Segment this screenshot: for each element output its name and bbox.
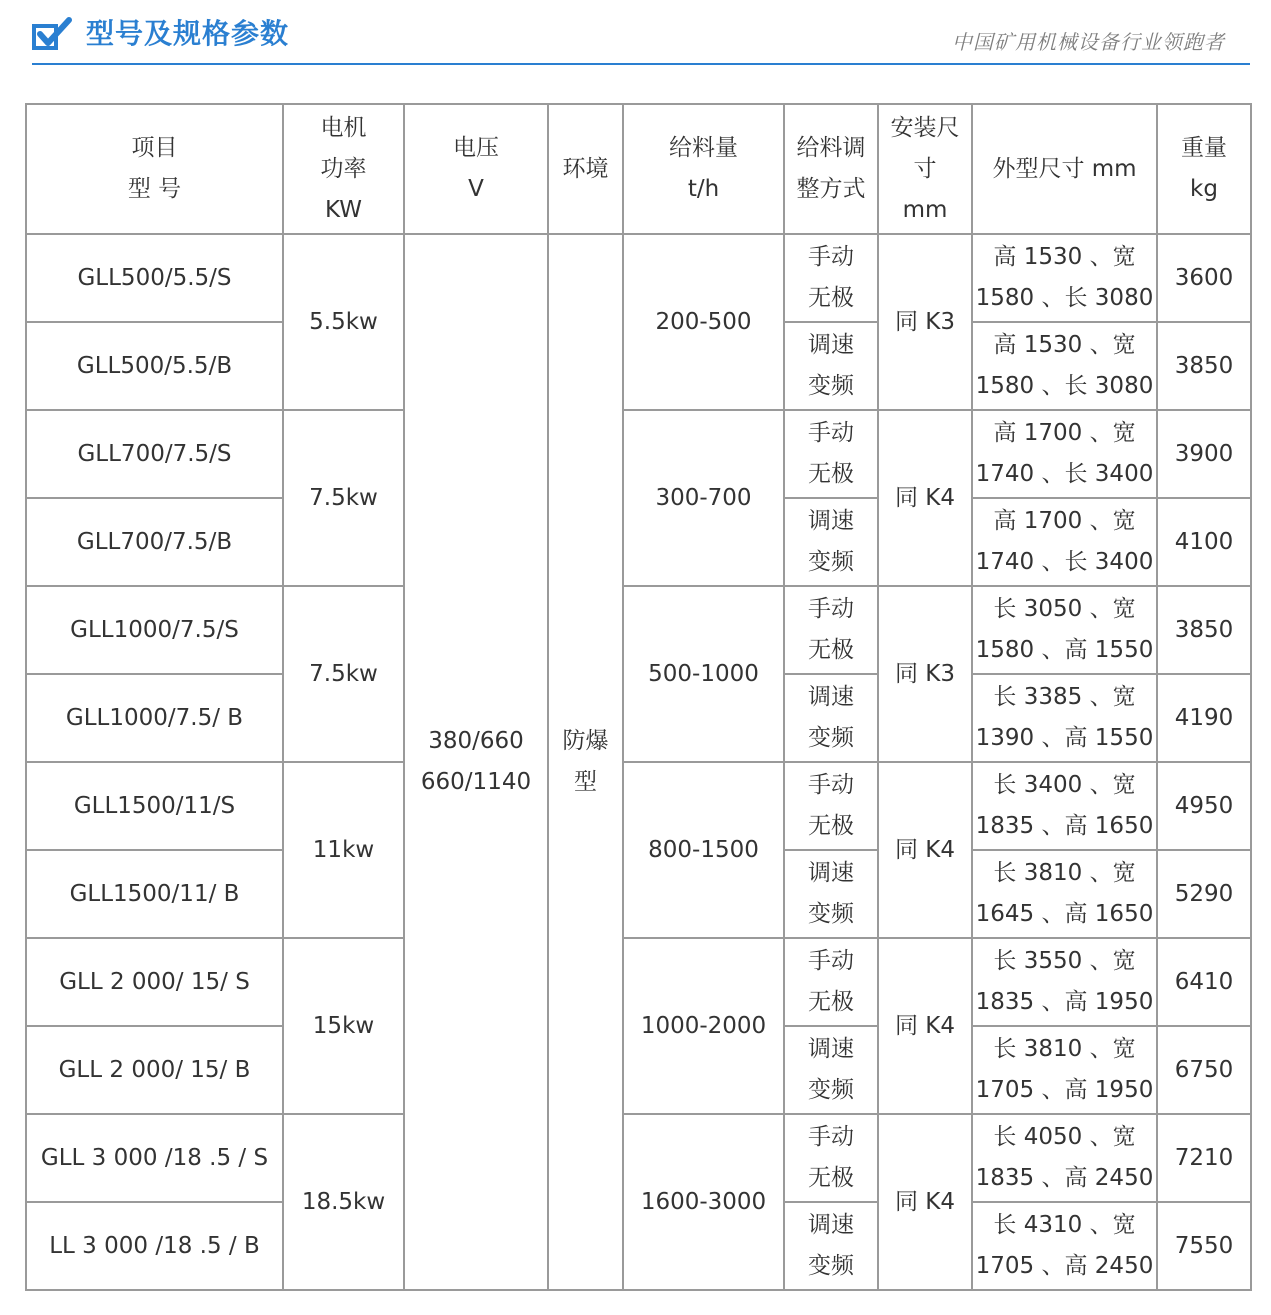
- power-cell: 7.5kw: [283, 586, 404, 762]
- outline-size-cell: 长 3385 、宽 1390 、高 1550: [972, 674, 1157, 762]
- table-row: [26, 1114, 1251, 1202]
- header-voltage: 电压 V: [404, 104, 548, 234]
- table-header-row: [26, 104, 1251, 234]
- adjust-mode-cell: 手动 无极: [784, 586, 878, 674]
- adjust-mode-cell: 调速 变频: [784, 1026, 878, 1114]
- adjust-mode-cell: 调速 变频: [784, 1202, 878, 1290]
- adjust-mode-cell: 手动 无极: [784, 234, 878, 322]
- outline-size-cell: 长 4050 、宽 1835 、高 2450: [972, 1114, 1157, 1202]
- adjust-mode-cell: 调速 变频: [784, 850, 878, 938]
- power-cell: 15kw: [283, 938, 404, 1114]
- weight-cell: 6750: [1157, 1026, 1251, 1114]
- model-cell: GLL1000/7.5/ B: [26, 674, 283, 762]
- weight-cell: 6410: [1157, 938, 1251, 1026]
- weight-cell: 3900: [1157, 410, 1251, 498]
- adjust-mode-cell: 手动 无极: [784, 938, 878, 1026]
- outline-size-cell: 长 4310 、宽 1705 、高 2450: [972, 1202, 1157, 1290]
- adjust-mode-cell: 手动 无极: [784, 410, 878, 498]
- header-outline-size: 外型尺寸 mm: [972, 104, 1157, 234]
- feed-rate-cell: 300-700: [623, 410, 784, 586]
- model-cell: LL 3 000 /18 .5 / B: [26, 1202, 283, 1290]
- weight-cell: 3850: [1157, 322, 1251, 410]
- checkbox-check-icon: [32, 16, 72, 52]
- outline-size-cell: 长 3400 、宽 1835 、高 1650: [972, 762, 1157, 850]
- header-environment: 环境: [548, 104, 623, 234]
- install-size-cell: 同 K4: [878, 1114, 972, 1290]
- power-cell: 5.5kw: [283, 234, 404, 410]
- header-adjust-mode: 给料调 整方式: [784, 104, 878, 234]
- outline-size-cell: 高 1530 、宽 1580 、长 3080: [972, 322, 1157, 410]
- weight-cell: 4950: [1157, 762, 1251, 850]
- adjust-mode-cell: 调速 变频: [784, 322, 878, 410]
- model-cell: GLL 2 000/ 15/ B: [26, 1026, 283, 1114]
- install-size-cell: 同 K4: [878, 762, 972, 938]
- model-cell: GLL1000/7.5/S: [26, 586, 283, 674]
- spec-table: [25, 103, 1252, 1291]
- header-divider: [32, 63, 1250, 65]
- model-cell: GLL1500/11/S: [26, 762, 283, 850]
- outline-size-cell: 高 1530 、宽 1580 、长 3080: [972, 234, 1157, 322]
- weight-cell: 5290: [1157, 850, 1251, 938]
- header-power: 电机 功率 KW: [283, 104, 404, 234]
- adjust-mode-cell: 调速 变频: [784, 498, 878, 586]
- weight-cell: 4190: [1157, 674, 1251, 762]
- table-row: [26, 586, 1251, 674]
- header-feed-rate: 给料量 t/h: [623, 104, 784, 234]
- environment-cell: 防爆 型: [548, 234, 623, 1290]
- weight-cell: 3600: [1157, 234, 1251, 322]
- model-cell: GLL500/5.5/S: [26, 234, 283, 322]
- model-cell: GLL700/7.5/S: [26, 410, 283, 498]
- model-cell: GLL 2 000/ 15/ S: [26, 938, 283, 1026]
- adjust-mode-cell: 手动 无极: [784, 762, 878, 850]
- feed-rate-cell: 800-1500: [623, 762, 784, 938]
- install-size-cell: 同 K3: [878, 234, 972, 410]
- table-row: [26, 938, 1251, 1026]
- section-title: 型号及规格参数: [86, 17, 290, 50]
- adjust-mode-cell: 调速 变频: [784, 674, 878, 762]
- weight-cell: 4100: [1157, 498, 1251, 586]
- power-cell: 7.5kw: [283, 410, 404, 586]
- header-weight: 重量 kg: [1157, 104, 1251, 234]
- install-size-cell: 同 K4: [878, 938, 972, 1114]
- model-cell: GLL500/5.5/B: [26, 322, 283, 410]
- outline-size-cell: 高 1700 、宽 1740 、长 3400: [972, 498, 1157, 586]
- outline-size-cell: 长 3050 、宽 1580 、高 1550: [972, 586, 1157, 674]
- adjust-mode-cell: 手动 无极: [784, 1114, 878, 1202]
- table-row: [26, 410, 1251, 498]
- model-cell: GLL 3 000 /18 .5 / S: [26, 1114, 283, 1202]
- weight-cell: 3850: [1157, 586, 1251, 674]
- feed-rate-cell: 1000-2000: [623, 938, 784, 1114]
- feed-rate-cell: 1600-3000: [623, 1114, 784, 1290]
- slogan-text: 中国矿用机械设备行业领跑者: [952, 30, 1225, 54]
- model-cell: GLL1500/11/ B: [26, 850, 283, 938]
- outline-size-cell: 长 3550 、宽 1835 、高 1950: [972, 938, 1157, 1026]
- feed-rate-cell: 200-500: [623, 234, 784, 410]
- table-row: [26, 762, 1251, 850]
- outline-size-cell: 高 1700 、宽 1740 、长 3400: [972, 410, 1157, 498]
- install-size-cell: 同 K3: [878, 586, 972, 762]
- weight-cell: 7550: [1157, 1202, 1251, 1290]
- voltage-cell: 380/660 660/1140: [404, 234, 548, 1290]
- install-size-cell: 同 K4: [878, 410, 972, 586]
- outline-size-cell: 长 3810 、宽 1705 、高 1950: [972, 1026, 1157, 1114]
- weight-cell: 7210: [1157, 1114, 1251, 1202]
- power-cell: 18.5kw: [283, 1114, 404, 1290]
- model-cell: GLL700/7.5/B: [26, 498, 283, 586]
- header-install-size: 安装尺 寸 mm: [878, 104, 972, 234]
- outline-size-cell: 长 3810 、宽 1645 、高 1650: [972, 850, 1157, 938]
- section-header: [0, 0, 1271, 70]
- header-model: 项目 型 号: [26, 104, 283, 234]
- feed-rate-cell: 500-1000: [623, 586, 784, 762]
- power-cell: 11kw: [283, 762, 404, 938]
- table-row: [26, 234, 1251, 322]
